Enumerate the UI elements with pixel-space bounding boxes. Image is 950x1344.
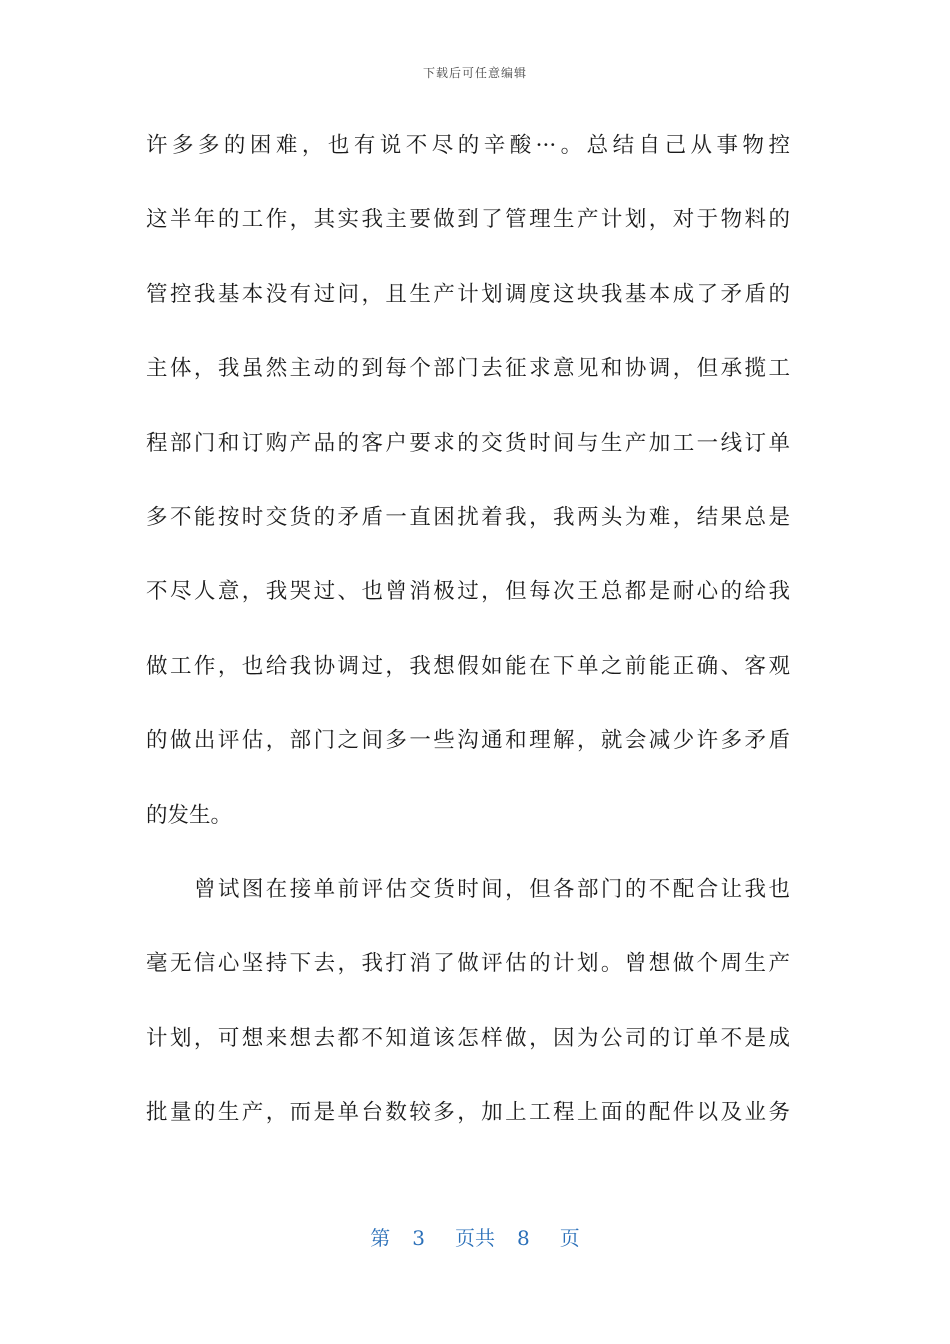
page-header-note: 下载后可任意编辑 <box>422 66 527 80</box>
text-line: 程部门和订购产品的客户要求的交货时间与生产加工一线订单 <box>146 430 790 456</box>
page-number-footer <box>0 1222 950 1251</box>
footer-total-pages: 8 <box>517 1226 530 1250</box>
text-line: 做工作，也给我协调过，我想假如能在下单之前能正确、客观 <box>146 653 790 679</box>
text-line: 管控我基本没有过问，且生产计划调度这块我基本成了矛盾的 <box>146 281 790 307</box>
text-line: 计划，可想来想去都不知道该怎样做，因为公司的订单不是成 <box>146 1025 790 1051</box>
footer-current-page: 3 <box>412 1226 425 1250</box>
paragraph-first-line: 曾试图在接单前评估交货时间，但各部门的不配合让我也 <box>194 876 790 902</box>
text-line: 的做出评估，部门之间多一些沟通和理解，就会减少许多矛盾 <box>146 728 790 754</box>
text-line: 不尽人意，我哭过、也曾消极过，但每次王总都是耐心的给我 <box>146 579 790 605</box>
text-line: 的发生。 <box>146 802 233 828</box>
text-line: 批量的生产，而是单台数较多，加上工程上面的配件以及业务 <box>146 1100 790 1126</box>
text-line: 许多多的困难，也有说不尽的辛酸···。总结自己从事物控 <box>146 133 790 158</box>
footer-middle: 页共 <box>455 1226 495 1250</box>
footer-prefix: 第 <box>370 1226 391 1250</box>
footer-suffix: 页 <box>559 1226 580 1250</box>
text-line: 这半年的工作，其实我主要做到了管理生产计划，对于物料的 <box>146 207 790 233</box>
text-line: 主体，我虽然主动的到每个部门去征求意见和协调，但承揽工 <box>146 356 790 382</box>
text-line: 毫无信心坚持下去，我打消了做评估的计划。曾想做个周生产 <box>146 951 790 977</box>
text-line: 多不能按时交货的矛盾一直困扰着我，我两头为难，结果总是 <box>146 504 790 530</box>
document-body <box>146 109 790 1150</box>
